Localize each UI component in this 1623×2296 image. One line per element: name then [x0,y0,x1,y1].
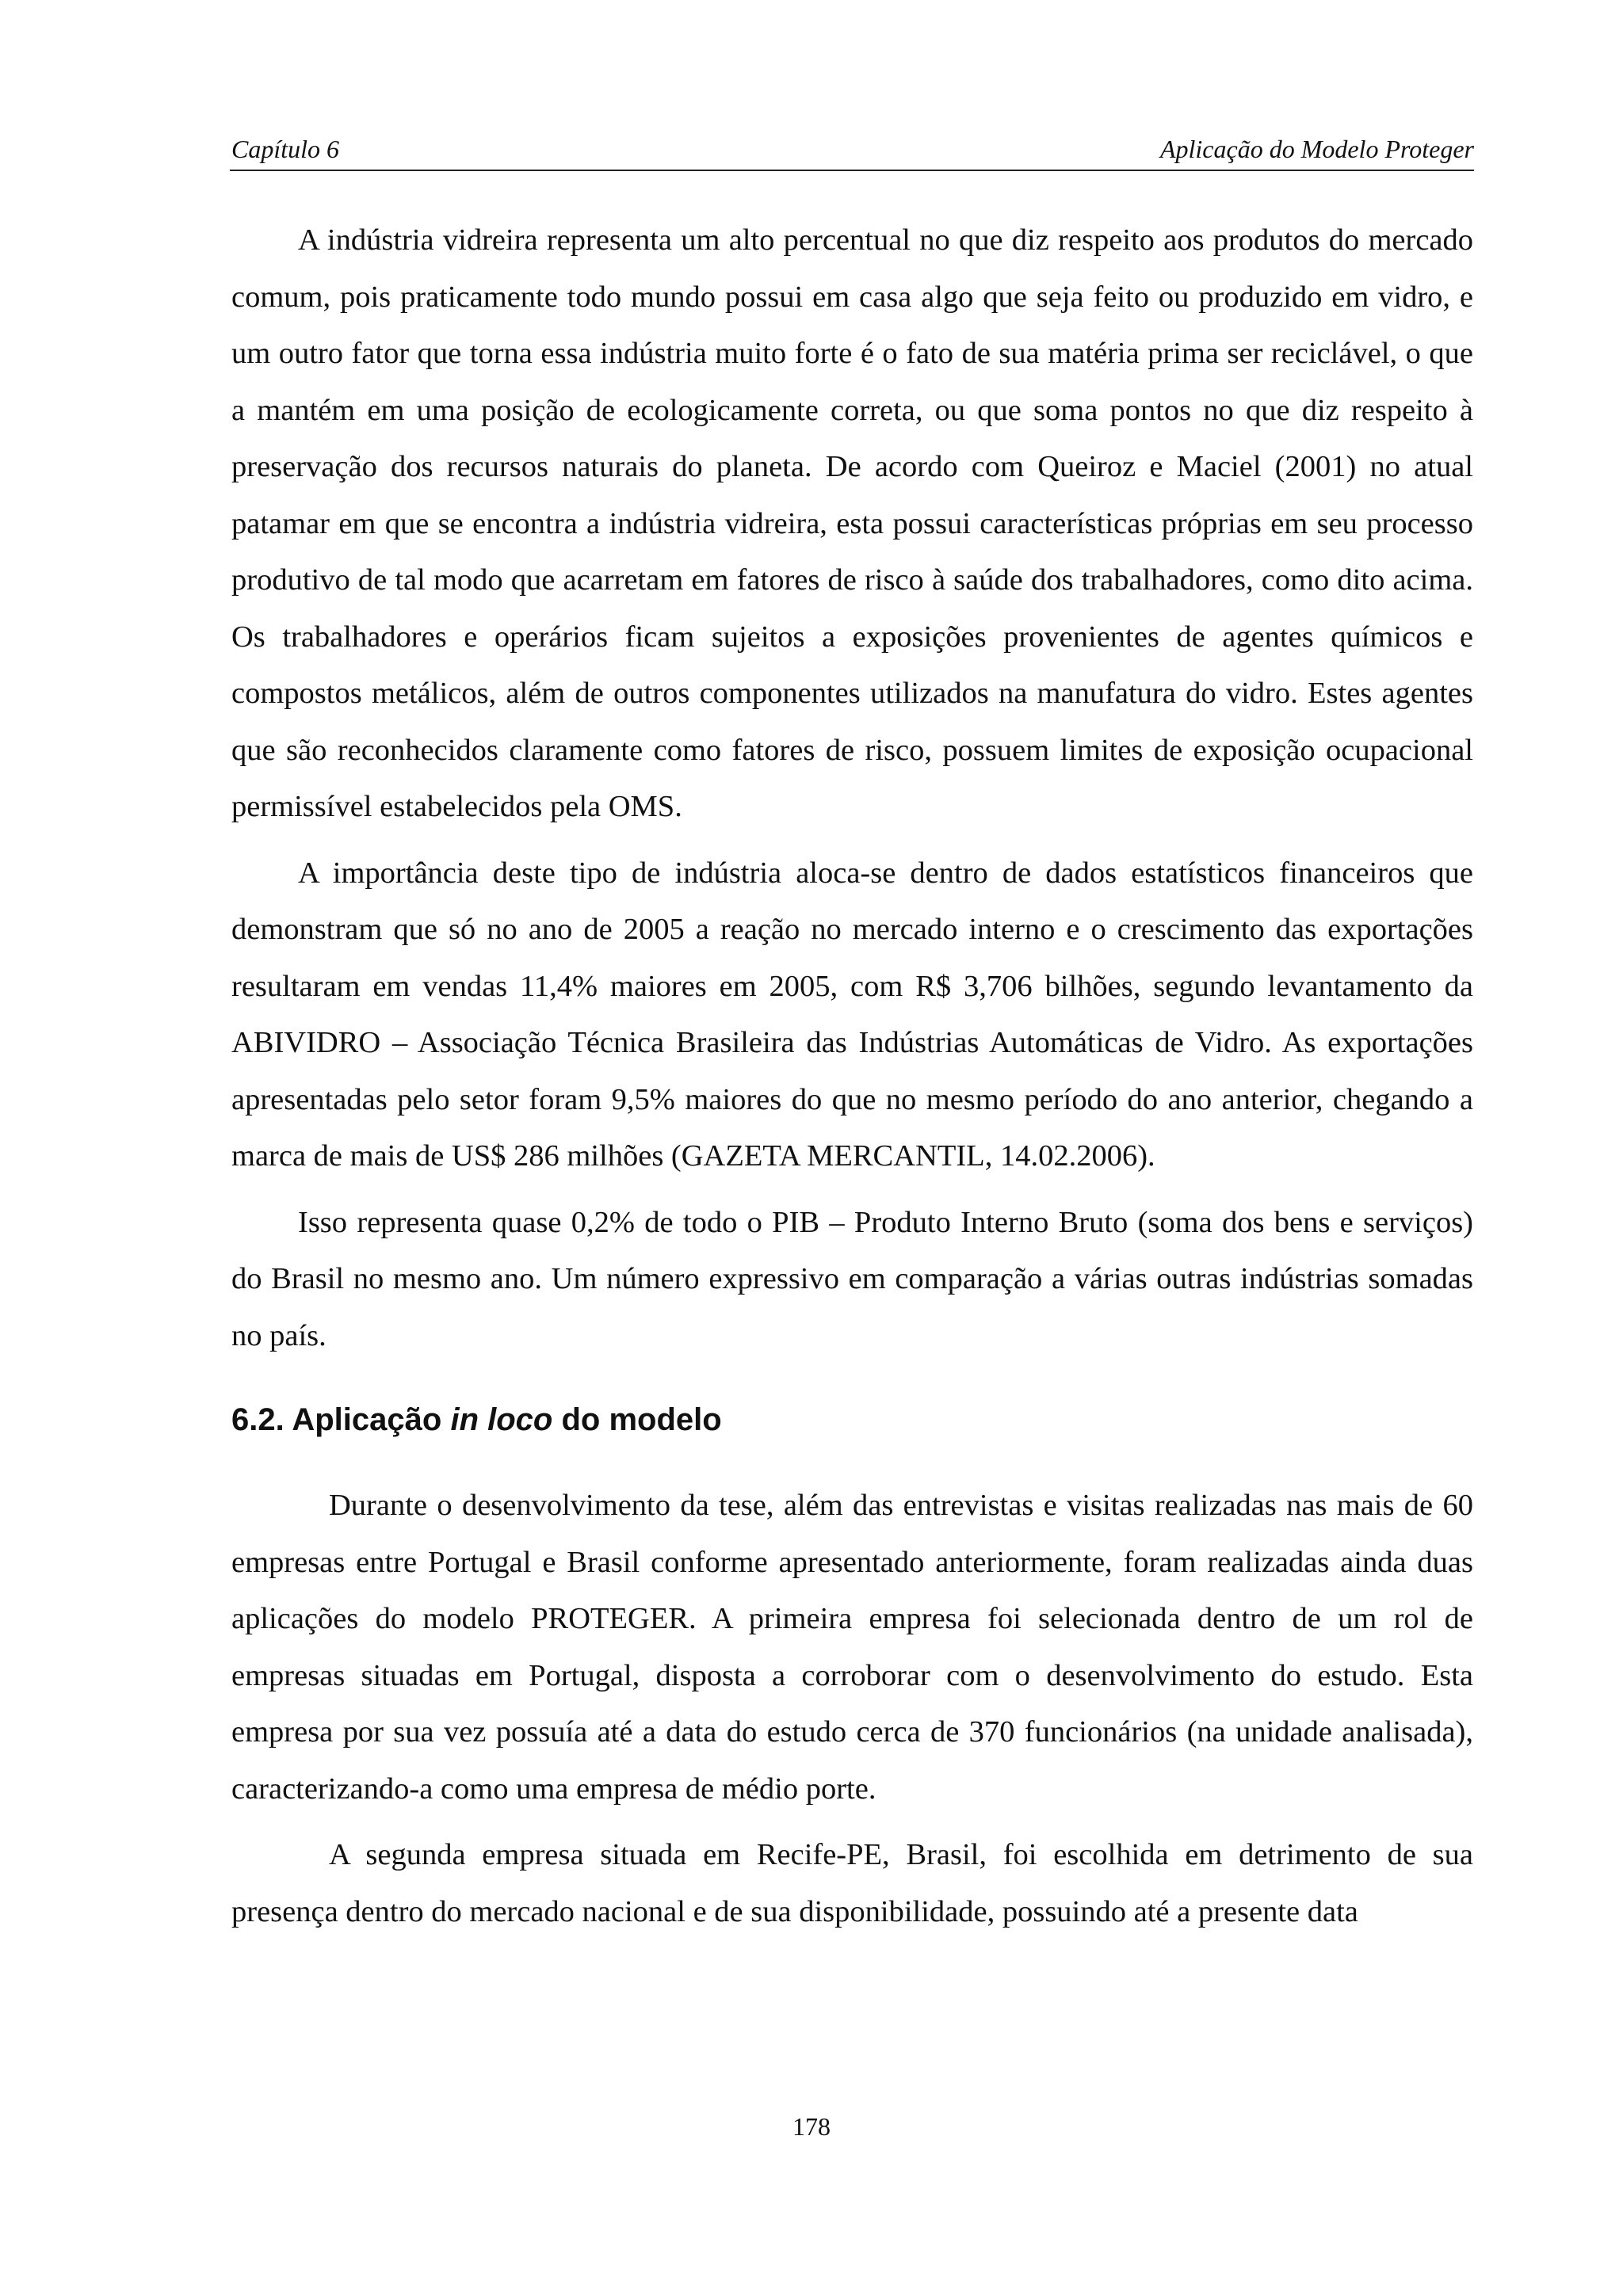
section-title-italic: in loco [450,1402,553,1437]
chapter-title: Aplicação do Modelo Proteger [1159,135,1474,163]
chapter-label: Capítulo 6 [231,135,340,163]
body-text [231,212,1473,1950]
running-header [230,133,1474,171]
paragraph-second-company: A segunda empresa situada em Recife-PE, Brasil, foi escolhida em detrimento de sua presença dentro do mercado nacional e de sua disponibilidade, possuindo até a presente data [231,1838,1473,1928]
section-heading [231,1401,1473,1439]
paragraph-applications: Durante o desenvolvimento da tese, além das entrevistas e visitas realizadas nas mais de 60 empresas entre Portugal e Brasil conforme apresentado anteriormente, foram realizadas ainda duas aplicações do modelo PROTEGER. A primeira empresa foi selecionada dentro de um rol de empresas situadas em Portugal, disposta a corroborar com o desenvolvimento do estudo. Esta empresa por sua vez possuía até a data do estudo cerca de 370 funcionários (na unidade analisada), caracterizando-a como uma empresa de médio porte. [231,1489,1473,1806]
section-number: 6.2. [231,1402,285,1437]
page-number: 178 [792,2112,831,2141]
section-title-start: Aplicação [292,1402,442,1437]
paragraph-gdp-share: Isso representa quase 0,2% de todo o PIB – Produto Interno Bruto (soma dos bens e serviços) do Brasil no mesmo ano. Um número expressivo em comparação a várias outras indústrias somadas no país. [231,1205,1473,1352]
paragraph-glass-industry: A indústria vidreira representa um alto percentual no que diz respeito aos produtos do mercado comum, pois praticamente todo mundo possui em casa algo que seja feito ou produzido em vidro, e um outro fator que torna essa indústria muito forte é o fato de sua matéria prima ser reciclável, o que a mantém em uma posição de ecologicamente correta, ou que soma pontos no que diz respeito à preservação dos recursos naturais do planeta. De acordo com Queiroz e Maciel (2001) no atual patamar em que se encontra a indústria vidreira, esta possui características próprias em seu processo produtivo de tal modo que acarretam em fatores de risco à saúde dos trabalhadores, como dito acima. Os trabalhadores e operários ficam sujeitos a exposições provenientes de agentes químicos e compostos metálicos, além de outros componentes utilizados na manufatura do vidro. Estes agentes que são reconhecidos claramente como fatores de risco, possuem limites de exposição ocupacional permissível estabelecidos pela OMS. [231,223,1473,823]
paragraph-financial-data: A importância deste tipo de indústria aloca-se dentro de dados estatísticos financeiros que demonstram que só no ano de 2005 a reação no mercado interno e o crescimento das exportações resultaram em vendas 11,4% maiores em 2005, com R$ 3,706 bilhões, segundo levantamento da ABIVIDRO – Associação Técnica Brasileira das Indústrias Automáticas de Vidro. As exportações apresentadas pelo setor foram 9,5% maiores do que no mesmo período do ano anterior, chegando a marca de mais de US$ 286 milhões (GAZETA MERCANTIL, 14.02.2006). [231,856,1473,1173]
section-title-end: do modelo [561,1402,722,1437]
